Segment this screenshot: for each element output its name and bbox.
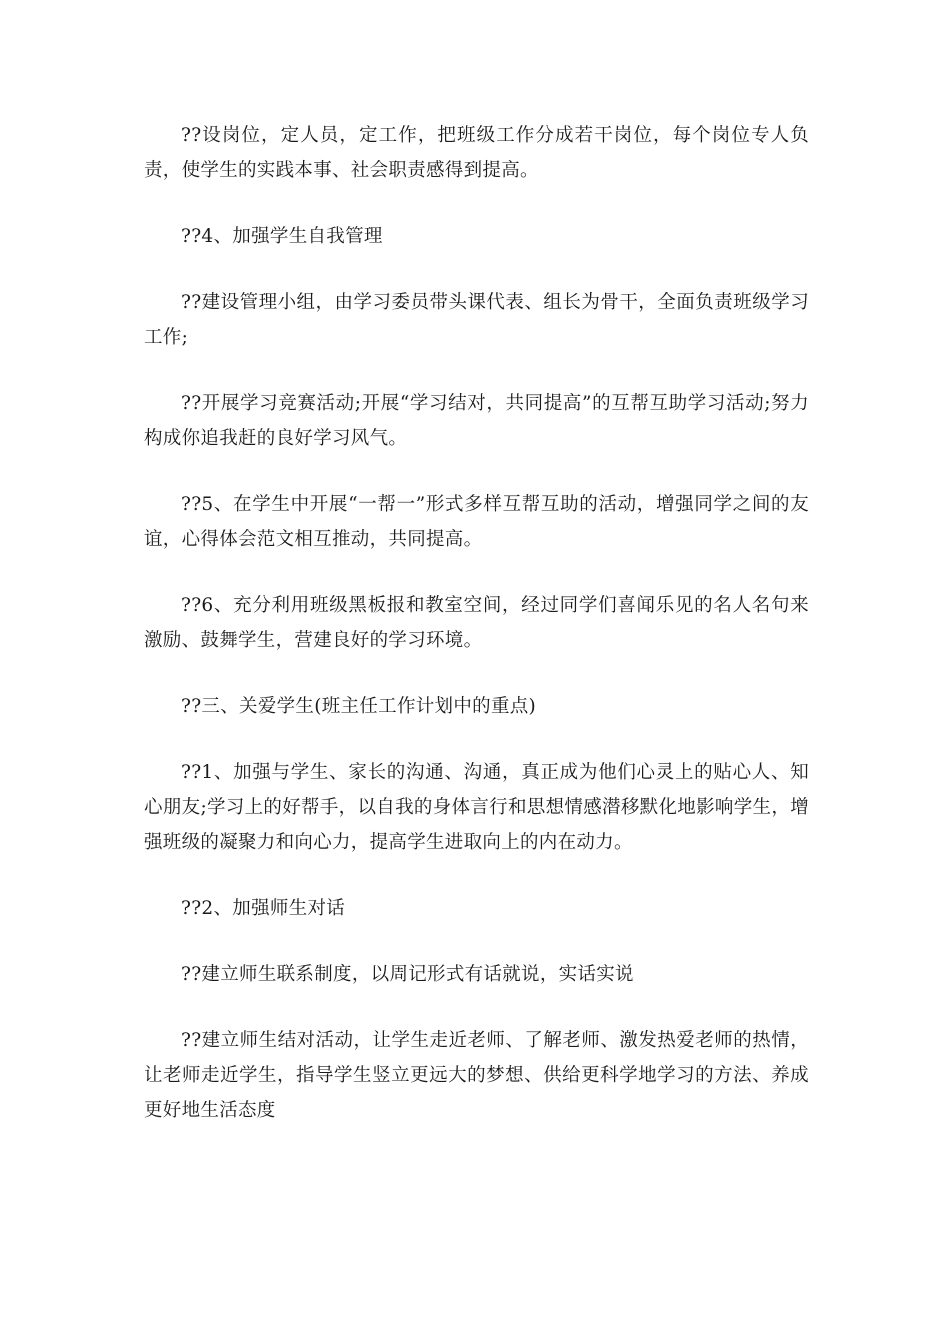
document-body (144, 118, 809, 1159)
paragraph-communication: ??1、加强与学生、家长的沟通、沟通，真正成为他们心灵上的贴心人、知心朋友;学习上的好帮手，以自我的身体言行和思想情感潜移默化地影响学生，增强班级的凝聚力和向心力，提高学生进取向上的内在动力。 (144, 762, 809, 853)
paragraph-blackboard: ??6、充分利用班级黑板报和教室空间，经过同学们喜闻乐见的名人名句来激励、鼓舞学生，营建良好的学习环境。 (144, 595, 809, 651)
paragraph-pairing-activity: ??建立师生结对活动，让学生走近老师、了解老师、激发热爱老师的热情，让老师走近学生，指导学生竖立更远大的梦想、供给更科学地学习的方法、养成更好地生活态度 (144, 1030, 809, 1121)
heading-self-management: ??4、加强学生自我管理 (181, 226, 383, 247)
heading-care-for-students: ??三、关爱学生(班主任工作计划中的重点) (181, 696, 537, 717)
paragraph-mutual-help: ??5、在学生中开展“一帮一”形式多样互帮互助的活动，增强同学之间的友谊，心得体会范文相互推动，共同提高。 (144, 494, 809, 550)
heading-teacher-student-dialogue: ??2、加强师生对话 (181, 898, 346, 919)
paragraph-learning-competition: ??开展学习竞赛活动;开展“学习结对，共同提高”的互帮互助学习活动;努力构成你追我赶的良好学习风气。 (144, 393, 809, 449)
paragraph-set-positions: ??设岗位，定人员，定工作，把班级工作分成若干岗位，每个岗位专人负责，使学生的实践本事、社会职责感得到提高。 (144, 125, 809, 181)
paragraph-management-group: ??建设管理小组，由学习委员带头课代表、组长为骨干，全面负责班级学习工作; (144, 292, 809, 348)
paragraph-contact-system: ??建立师生联系制度，以周记形式有话就说，实话实说 (181, 964, 634, 985)
